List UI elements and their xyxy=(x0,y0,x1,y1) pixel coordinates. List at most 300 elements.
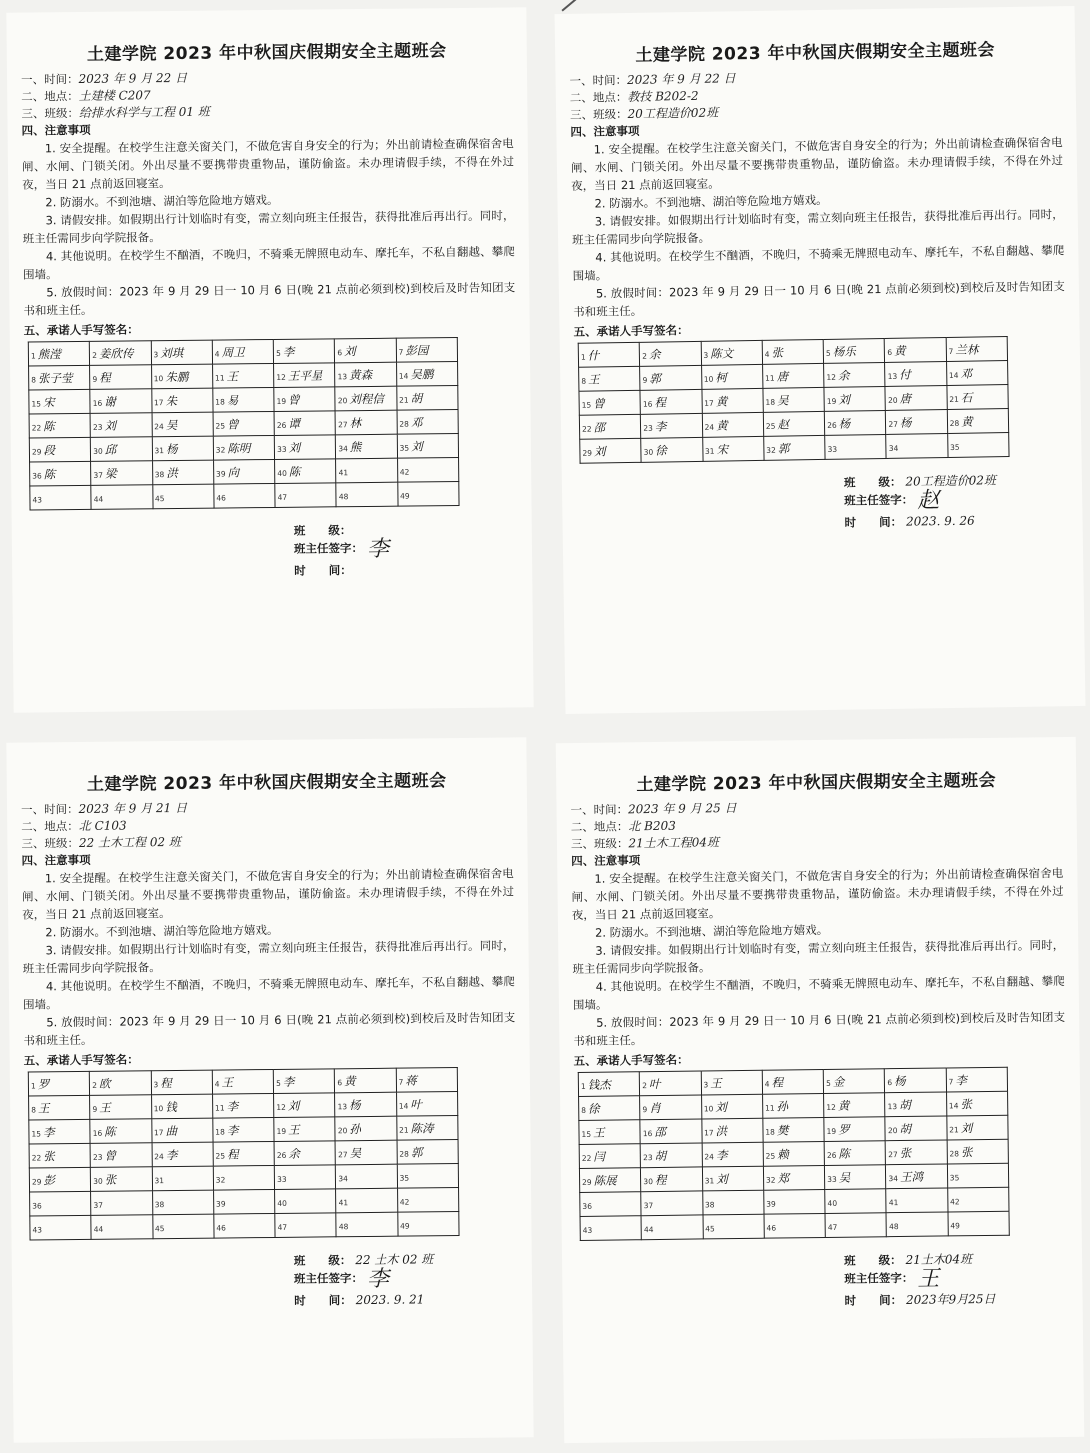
cell-number: 28 xyxy=(399,419,409,429)
cell-number: 39 xyxy=(215,1198,226,1209)
handwritten-signature: 王 xyxy=(226,368,239,383)
signature-cell xyxy=(275,459,337,484)
cell-number: 30 xyxy=(643,1176,653,1186)
cell-number: 22 xyxy=(581,1153,592,1163)
signature-cell xyxy=(274,387,336,412)
handwritten-signature: 张子莹 xyxy=(37,370,73,385)
signature-cell xyxy=(30,1215,92,1240)
handwritten-signature: 谢 xyxy=(104,394,116,409)
cell-number: 15 xyxy=(581,1129,592,1139)
signature-cell xyxy=(825,1165,887,1190)
handwritten-signature: 黄森 xyxy=(349,367,373,382)
signature-cell xyxy=(90,1119,152,1144)
cell-number: 21 xyxy=(949,394,959,404)
signature-cell xyxy=(152,1166,214,1191)
handwritten-signature: 赵 xyxy=(777,416,790,432)
signature-cell xyxy=(824,362,886,387)
handwritten-signature: 郭 xyxy=(410,1144,423,1160)
meeting-place-value: 教技 B202-2 xyxy=(627,88,699,104)
signature-cell xyxy=(336,1188,398,1213)
signature-cell xyxy=(702,388,764,413)
cell-number: 11 xyxy=(765,373,775,383)
sheet-footer xyxy=(844,470,1069,532)
handwritten-signature: 王 xyxy=(587,371,600,387)
cell-number: 44 xyxy=(93,1224,104,1234)
cell-number: 3 xyxy=(703,1079,709,1089)
cell-number: 7 xyxy=(398,347,404,357)
signature-cell xyxy=(273,339,335,364)
meeting-class-label: 三、班级： xyxy=(570,106,628,122)
cell-number: 5 xyxy=(276,348,281,358)
cell-number: 6 xyxy=(337,1077,343,1087)
footer-class-label: 班 级： xyxy=(843,474,902,490)
handwritten-signature: 林 xyxy=(349,415,362,430)
handwritten-signature: 陈 xyxy=(104,1124,116,1139)
cell-number: 49 xyxy=(950,1220,960,1230)
note-paragraph-2: 2. 防溺水。不到池塘、湖泊等危险地方嬉戏。 xyxy=(594,922,829,940)
signature-cell xyxy=(701,340,763,365)
footer-date-value: 2023年9月25日 xyxy=(905,1291,996,1307)
handwritten-signature: 李 xyxy=(715,1147,728,1162)
footer-teacher-signature-value: 赵 xyxy=(917,488,940,514)
signature-cell xyxy=(886,410,948,435)
handwritten-signature: 刘 xyxy=(288,440,301,455)
handwritten-signature: 李 xyxy=(282,344,295,359)
signature-cell xyxy=(397,1212,459,1237)
cell-number: 49 xyxy=(400,1221,410,1231)
handwritten-signature: 余 xyxy=(837,368,850,383)
cell-number: 36 xyxy=(32,470,42,480)
signature-cell xyxy=(28,341,90,366)
cell-number: 13 xyxy=(337,1101,348,1111)
handwritten-signature: 刘 xyxy=(715,1099,727,1114)
cell-number: 3 xyxy=(153,1079,159,1089)
handwritten-signature: 刘 xyxy=(287,1098,300,1113)
sheet-top-right xyxy=(555,6,1086,714)
cell-number: 44 xyxy=(643,1224,654,1234)
signature-cell xyxy=(947,1115,1009,1140)
signature-cell xyxy=(640,1143,702,1168)
signature-cell xyxy=(151,1094,213,1119)
handwritten-signature: 王 xyxy=(99,1100,111,1115)
cell-number: 18 xyxy=(215,1126,225,1137)
cell-number: 43 xyxy=(32,1224,43,1234)
signature-cell xyxy=(397,1164,459,1189)
signature-cell xyxy=(335,1092,397,1117)
signature-row xyxy=(580,1211,1009,1240)
cell-number: 5 xyxy=(825,348,831,358)
signature-cell xyxy=(641,1191,703,1216)
cell-number: 8 xyxy=(31,1104,37,1115)
note-paragraph-5: 5. 放假时间：2023 年 9 月 29 日一 10 月 6 日(晚 21 点前必须到校)到校后及时告知团支书和班主任。 xyxy=(573,279,1065,319)
cell-number: 9 xyxy=(92,374,98,384)
handwritten-signature: 李 xyxy=(226,1098,239,1113)
handwritten-signature: 杨 xyxy=(349,1097,361,1112)
handwritten-signature: 程 xyxy=(160,1075,172,1090)
handwritten-signature: 张 xyxy=(43,1148,55,1163)
handwritten-signature: 李 xyxy=(282,1074,295,1089)
signature-cell xyxy=(152,1142,214,1167)
signature-cell xyxy=(213,435,275,460)
cell-number: 32 xyxy=(765,1175,776,1185)
signature-cell xyxy=(886,1140,948,1165)
meeting-time-label: 一、时间： xyxy=(569,72,628,88)
handwritten-signature: 洪 xyxy=(166,465,178,480)
signature-cell xyxy=(28,1071,90,1096)
footer-class-label: 班 级： xyxy=(844,1253,902,1268)
signature-cell xyxy=(29,1095,91,1120)
cell-number: 26 xyxy=(826,1150,837,1160)
handwritten-signature: 陈明 xyxy=(227,440,251,455)
footer-class-row xyxy=(294,519,518,539)
cell-number: 12 xyxy=(276,1102,286,1112)
handwritten-signature: 王 xyxy=(37,1100,50,1115)
handwritten-signature: 徐 xyxy=(587,1101,600,1116)
cell-number: 28 xyxy=(399,1149,409,1159)
signature-cell xyxy=(702,412,764,437)
cell-number: 35 xyxy=(399,443,410,453)
cell-number: 18 xyxy=(765,397,776,407)
handwritten-signature: 李 xyxy=(42,1124,55,1139)
handwritten-signature: 谭 xyxy=(288,416,300,431)
cell-number: 22 xyxy=(581,424,592,434)
signature-cell xyxy=(213,1189,275,1214)
handwritten-signature: 黄 xyxy=(344,1073,356,1088)
handwritten-signature: 杨 xyxy=(899,415,912,430)
sheet-title: 土建学院 2023 年中秋国庆假期安全主题班会 xyxy=(636,770,997,796)
cell-number: 34 xyxy=(888,443,899,453)
handwritten-signature: 程 xyxy=(226,1146,239,1161)
signature-cell xyxy=(90,413,152,438)
cell-number: 24 xyxy=(704,422,715,432)
signature-cell xyxy=(213,411,275,436)
cell-number: 10 xyxy=(153,1103,164,1113)
cell-number: 1 xyxy=(580,352,586,362)
handwritten-signature: 宋 xyxy=(716,441,729,457)
handwritten-signature: 杨乐 xyxy=(832,343,856,359)
cell-number: 46 xyxy=(216,492,226,503)
note-paragraph-5: 5. 放假时间：2023 年 9 月 29 日一 10 月 6 日(晚 21 点前必须到校)到校后及时告知团支书和班主任。 xyxy=(23,1010,516,1048)
cell-number: 2 xyxy=(642,1080,648,1090)
cell-number: 23 xyxy=(92,1152,103,1162)
cell-number: 8 xyxy=(581,376,587,386)
handwritten-signature: 吴 xyxy=(349,1145,362,1160)
cell-number: 42 xyxy=(950,1196,960,1206)
cell-number: 13 xyxy=(887,371,898,381)
signature-cell xyxy=(702,1190,764,1215)
cell-number: 44 xyxy=(93,494,104,504)
cell-number: 9 xyxy=(92,1104,98,1114)
signature-cell xyxy=(764,1213,826,1238)
handwritten-signature: 陈文 xyxy=(710,345,734,361)
cell-number: 37 xyxy=(93,470,104,480)
signature-cell xyxy=(335,362,397,387)
signature-cell xyxy=(90,389,152,414)
meeting-class-label: 三、班级： xyxy=(570,836,629,852)
cell-number: 3 xyxy=(703,350,709,360)
cell-number: 34 xyxy=(338,443,348,453)
handwritten-signature: 陈涛 xyxy=(410,1120,434,1136)
cell-number: 48 xyxy=(338,491,349,501)
sheet-footer xyxy=(294,1249,519,1309)
cell-number: 39 xyxy=(215,468,226,479)
note-paragraph-2: 2. 防溺水。不到池塘、湖泊等危险地方嬉戏。 xyxy=(45,192,279,210)
signature-cell xyxy=(886,434,948,459)
cell-number: 17 xyxy=(153,397,164,407)
handwritten-signature: 唐 xyxy=(899,391,912,406)
cell-number: 12 xyxy=(276,372,286,382)
handwritten-signature: 什 xyxy=(587,347,600,363)
cell-number: 28 xyxy=(949,1148,960,1158)
footer-class-row xyxy=(294,1249,518,1269)
handwritten-signature: 刘 xyxy=(411,438,423,454)
signature-cell xyxy=(763,1117,825,1142)
footer-class-label: 班 级： xyxy=(293,1253,352,1268)
cell-number: 31 xyxy=(154,1175,165,1185)
meeting-time-label: 一、时间： xyxy=(570,802,629,818)
signature-cell xyxy=(762,1093,824,1118)
cell-number: 22 xyxy=(31,1152,42,1162)
cell-number: 33 xyxy=(277,1174,287,1184)
signature-cell xyxy=(578,1072,640,1097)
cell-number: 31 xyxy=(154,445,165,455)
signature-cell xyxy=(29,1119,91,1144)
handwritten-signature: 金 xyxy=(832,1074,845,1089)
handwritten-signature: 郭 xyxy=(777,440,790,456)
cell-number: 33 xyxy=(827,444,838,454)
cell-number: 9 xyxy=(642,375,648,385)
handwritten-signature: 刘 xyxy=(344,343,356,358)
handwritten-signature: 李 xyxy=(654,418,667,434)
signature-cell xyxy=(274,1093,336,1118)
handwritten-signature: 刘 xyxy=(104,418,117,433)
signature-cell xyxy=(152,1214,214,1239)
cell-number: 11 xyxy=(214,1102,225,1113)
signature-cell xyxy=(762,339,824,364)
footer-date-label: 时 间： xyxy=(294,563,352,578)
meeting-place-label: 二、地点： xyxy=(21,88,79,104)
note-paragraph-2: 2. 防溺水。不到池塘、湖泊等危险地方嬉戏。 xyxy=(45,922,279,940)
handwritten-signature: 彭 xyxy=(43,1172,56,1187)
cell-number: 27 xyxy=(888,1149,898,1159)
cell-number: 26 xyxy=(276,1150,287,1160)
signature-cell xyxy=(886,1212,948,1237)
signature-cell xyxy=(946,1067,1008,1092)
signature-cell xyxy=(336,434,398,459)
signature-cell xyxy=(763,387,825,412)
meeting-class-value: 21土木工程04班 xyxy=(628,835,720,851)
footer-date-row xyxy=(294,559,518,579)
signature-cell xyxy=(397,1140,459,1165)
signature-cell xyxy=(763,1141,825,1166)
sheet-bottom-right xyxy=(556,737,1085,1443)
cell-number: 5 xyxy=(825,1078,831,1088)
handwritten-signature: 宋 xyxy=(42,394,55,409)
cell-number: 24 xyxy=(154,1151,164,1161)
handwritten-signature: 蒋 xyxy=(405,1072,417,1088)
cell-number: 16 xyxy=(642,1128,653,1138)
handwritten-signature: 向 xyxy=(227,464,240,479)
note-paragraph-1: 1. 安全提醒。在校学生注意关窗关门，不做危害自身安全的行为；外出前请检查确保宿舍电闸、水闸、门锁关闭。外出尽量不要携带贵重物品，谨防偷盗。未办理请假手续，不得在外过夜，当日 21 点前返回寝室。 xyxy=(570,135,1064,193)
footer-class-value: 20工程造价02班 xyxy=(905,473,997,489)
note-paragraph-4: 4. 其他说明。在校学生不酗酒，不晚归，不骑乘无牌照电动车、摩托车，不私自翻越、攀爬围墙。 xyxy=(23,974,515,1012)
signature-cell xyxy=(30,485,92,510)
handwritten-signature: 陈 xyxy=(838,1146,851,1161)
handwritten-signature: 钱 xyxy=(165,1099,177,1114)
signature-cell xyxy=(825,434,887,459)
cell-number: 15 xyxy=(31,398,42,409)
handwritten-signature: 黄 xyxy=(893,343,906,358)
cell-number: 22 xyxy=(31,422,42,432)
handwritten-signature: 闫 xyxy=(593,1149,605,1164)
note-paragraph-2: 2. 防溺水。不到池塘、湖泊等危险地方嬉戏。 xyxy=(594,192,828,211)
signature-cell xyxy=(274,363,336,388)
cell-number: 38 xyxy=(154,1199,165,1209)
signature-cell xyxy=(397,482,459,507)
handwritten-signature: 曾 xyxy=(226,416,239,431)
cell-number: 14 xyxy=(948,1100,959,1110)
signature-cell xyxy=(702,1142,764,1167)
cell-number: 31 xyxy=(704,446,715,456)
signature-cell xyxy=(824,1141,886,1166)
cell-number: 21 xyxy=(949,1124,959,1134)
signature-cell xyxy=(885,1092,947,1117)
signature-table xyxy=(578,336,1010,464)
signature-row xyxy=(30,1212,459,1240)
note-paragraph-3: 3. 请假安排。如假期出行计划临时有变，需立刻向班主任报告，获得批准后再出行。同时，班主任需同步向学院报备。 xyxy=(22,938,515,976)
signature-cell xyxy=(29,365,91,390)
cell-number: 10 xyxy=(703,1103,714,1113)
signature-cell xyxy=(824,1117,886,1142)
handwritten-signature: 赖 xyxy=(777,1146,789,1162)
handwritten-signature: 黄 xyxy=(716,417,728,433)
footer-date-row xyxy=(844,1289,1068,1310)
meeting-place-value: 土建楼 C207 xyxy=(78,88,151,103)
footer-teacher-signature-label: 班主任签字： xyxy=(293,541,364,556)
cell-number: 34 xyxy=(338,1173,348,1183)
cell-number: 29 xyxy=(582,1177,592,1187)
meeting-class-label: 三、班级： xyxy=(21,835,79,851)
handwritten-signature: 刘程信 xyxy=(349,391,384,406)
handwritten-signature: 胡 xyxy=(899,1097,911,1112)
handwritten-signature: 钱杰 xyxy=(587,1077,611,1092)
note-paragraph-4: 4. 其他说明。在校学生不酗酒，不晚归，不骑乘无牌照电动车、摩托车，不私自翻越、攀爬围墙。 xyxy=(572,243,1065,283)
handwritten-signature: 李 xyxy=(226,1122,239,1137)
cell-number: 13 xyxy=(337,371,348,381)
signature-cell xyxy=(91,461,153,486)
signature-cell xyxy=(701,1094,763,1119)
note-paragraph-4: 4. 其他说明。在校学生不酗酒，不晚归，不骑乘无牌照电动车、摩托车，不私自翻越、攀爬围墙。 xyxy=(23,244,515,282)
signature-cell xyxy=(213,1165,275,1190)
cell-number: 35 xyxy=(949,442,960,452)
cell-number: 46 xyxy=(216,1222,226,1233)
handwritten-signature: 付 xyxy=(899,367,911,382)
signature-cell xyxy=(151,388,213,413)
signature-cell xyxy=(885,338,947,363)
handwritten-signature: 程 xyxy=(654,394,667,410)
cell-number: 10 xyxy=(703,374,714,384)
signature-cell xyxy=(948,1211,1010,1236)
note-paragraph-3: 3. 请假安排。如假期出行计划临时有变，需立刻向班主任报告，获得批准后再出行。同时，班主任需同步向学院报备。 xyxy=(571,207,1064,247)
signature-cell xyxy=(152,460,214,485)
cell-number: 21 xyxy=(399,1125,409,1135)
handwritten-signature: 王 xyxy=(288,1122,300,1137)
signature-cell xyxy=(640,1119,702,1144)
cell-number: 32 xyxy=(766,445,776,455)
cell-number: 25 xyxy=(215,1150,226,1161)
handwritten-signature: 肖 xyxy=(649,1100,661,1115)
signature-cell xyxy=(579,1144,641,1169)
signature-cell xyxy=(764,435,826,460)
cell-number: 33 xyxy=(827,1174,837,1184)
footer-date-label: 时 间： xyxy=(294,1293,352,1308)
signature-cell xyxy=(274,435,336,460)
cell-number: 3 xyxy=(153,349,159,359)
signature-cell xyxy=(214,483,276,508)
handwritten-signature: 余 xyxy=(288,1146,300,1161)
footer-date-row xyxy=(294,1289,518,1309)
handwritten-signature: 吴 xyxy=(838,1170,851,1185)
cell-number: 15 xyxy=(581,400,592,410)
handwritten-signature: 邱 xyxy=(104,442,117,457)
signature-cell xyxy=(703,1214,765,1239)
meeting-class-value: 22 土木工程 02 班 xyxy=(78,834,181,850)
cell-number: 45 xyxy=(154,1223,165,1233)
handwritten-signature: 徐 xyxy=(655,442,667,458)
signature-cell xyxy=(641,437,703,462)
signature-cell xyxy=(214,1213,276,1238)
sheet-title: 土建学院 2023 年中秋国庆假期安全主题班会 xyxy=(635,40,996,66)
signature-cell xyxy=(701,1118,763,1143)
cell-number: 45 xyxy=(154,493,165,503)
signature-cell xyxy=(90,1071,152,1096)
cell-number: 38 xyxy=(154,469,165,479)
signature-cell xyxy=(335,1068,397,1093)
signature-cell xyxy=(213,459,275,484)
handwritten-signature: 王平星 xyxy=(287,367,323,383)
cell-number: 23 xyxy=(92,422,103,432)
signature-cell xyxy=(29,437,91,462)
cell-number: 7 xyxy=(948,346,954,356)
note-paragraph-5: 5. 放假时间：2023 年 9 月 29 日一 10 月 6 日(晚 21 点前必须到校)到校后及时告知团支书和班主任。 xyxy=(23,280,516,318)
cell-number: 14 xyxy=(398,371,409,381)
meeting-class-label: 三、班级： xyxy=(21,105,79,121)
handwritten-signature: 杨 xyxy=(838,416,851,431)
signature-cell xyxy=(579,1120,641,1145)
signature-cell xyxy=(151,1118,213,1143)
handwritten-signature: 叶 xyxy=(410,1096,422,1112)
handwritten-signature: 黄 xyxy=(837,1098,850,1113)
cell-number: 24 xyxy=(704,1151,714,1161)
cell-number: 16 xyxy=(92,1128,103,1138)
meeting-place-label: 二、地点： xyxy=(570,819,629,835)
signature-cell xyxy=(885,1068,947,1093)
signature-cell xyxy=(579,1168,641,1193)
cell-number: 19 xyxy=(826,1126,837,1136)
signature-cell xyxy=(886,1164,948,1189)
signature-cell xyxy=(275,483,337,508)
handwritten-signature: 朱鹏 xyxy=(165,369,189,384)
handwritten-signature: 曲 xyxy=(165,1123,178,1138)
signature-cell xyxy=(29,1143,91,1168)
signature-cell xyxy=(396,1116,458,1141)
signature-table xyxy=(28,1067,460,1240)
signature-cell xyxy=(762,363,824,388)
cell-number: 28 xyxy=(949,418,960,428)
cell-number: 32 xyxy=(215,1174,226,1185)
cell-number: 36 xyxy=(32,1200,42,1210)
signature-cell xyxy=(580,1192,642,1217)
